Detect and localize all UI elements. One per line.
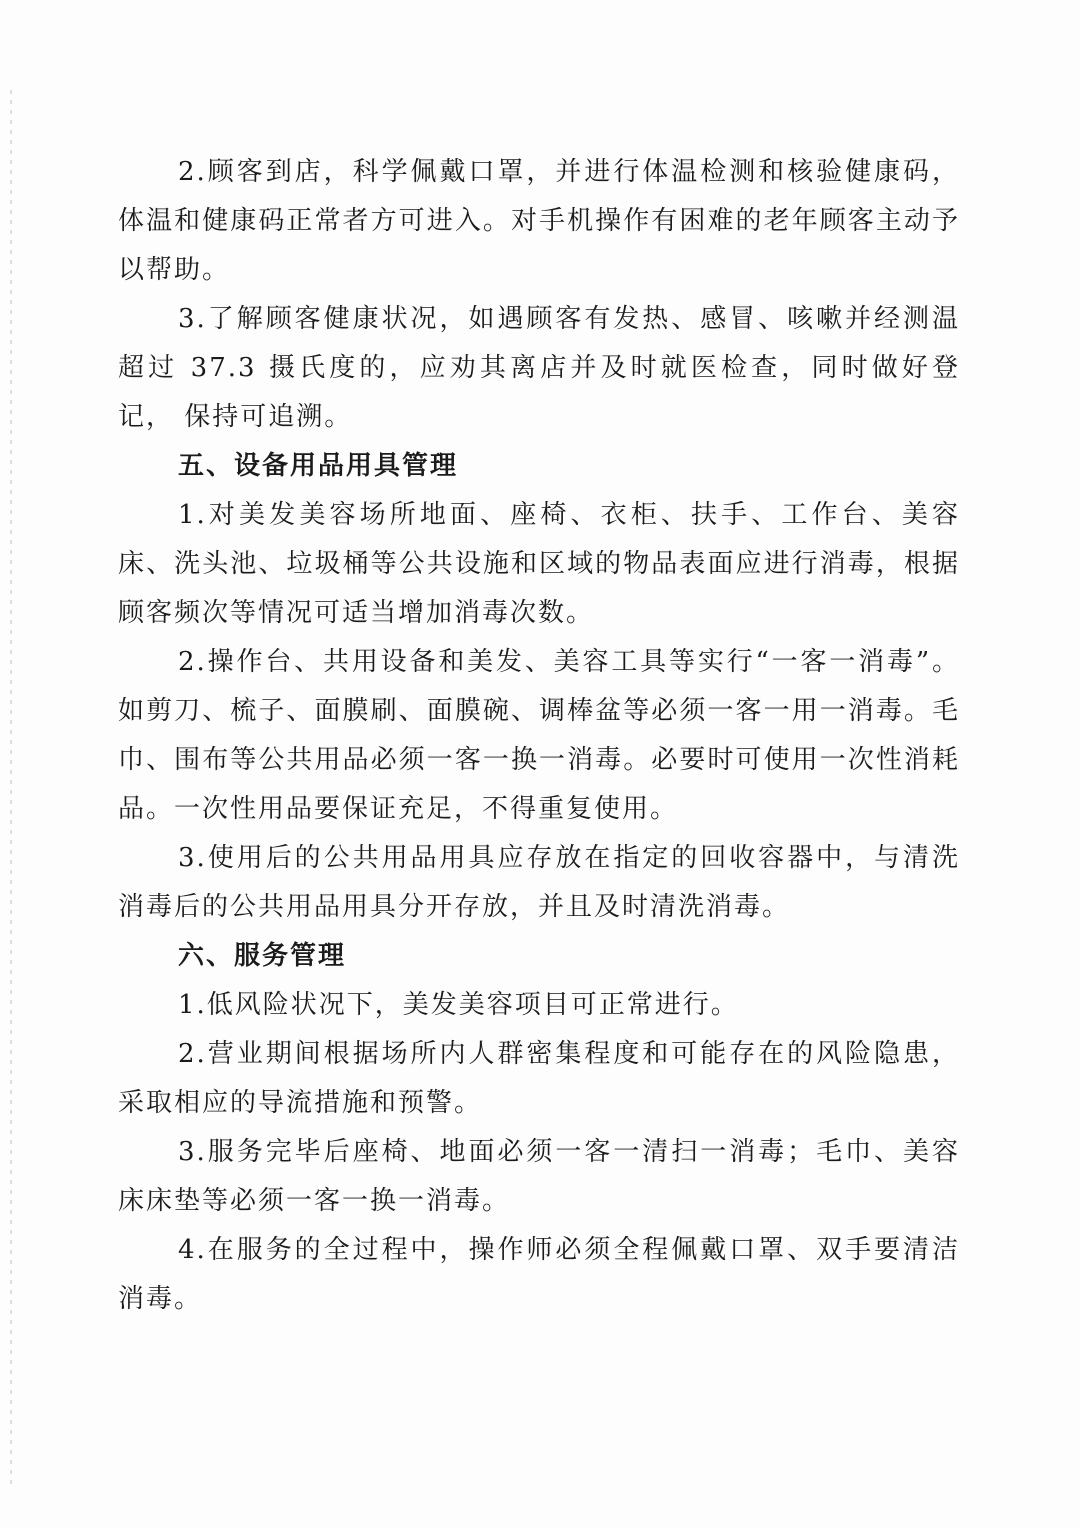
- paragraph-crowd-control: 2.营业期间根据场所内人群密集程度和可能存在的风险隐患，采取相应的导流措施和预警。: [118, 1039, 960, 1118]
- paragraph-surface-disinfection: 1.对美发美容场所地面、座椅、衣柜、扶手、工作台、美容床、洗头池、垃圾桶等公共设施和区域的物品表面应进行消毒，根据顾客频次等情况可适当增加消毒次数。: [118, 500, 960, 628]
- paragraph-low-risk: 1.低风险状况下，美发美容项目可正常进行。: [178, 990, 739, 1020]
- paragraph-after-service: 3.服务完毕后座椅、地面必须一客一清扫一消毒；毛巾、美容床床垫等必须一客一换一消毒。: [118, 1137, 960, 1216]
- paragraph-tool-disinfection: 2.操作台、共用设备和美发、美容工具等实行“一客一消毒”。如剪刀、梳子、面膜刷、面膜碗、调棒盆等必须一客一用一消毒。毛巾、围布等公共用品必须一客一换一消毒。必要时可使用一次性消耗品。一次性用品要保证充足，不得重复使用。: [118, 647, 960, 824]
- scan-edge-marks: [10, 90, 12, 1490]
- section-heading-service: 六、服务管理: [178, 941, 347, 971]
- paragraph-masks: 4.在服务的全过程中，操作师必须全程佩戴口罩、双手要清洁消毒。: [118, 1235, 960, 1314]
- section-heading-equipment: 五、设备用品用具管理: [178, 451, 459, 481]
- document-body: [118, 148, 960, 1324]
- paragraph-health-status: 3.了解顾客健康状况，如遇顾客有发热、感冒、咳嗽并经测温超过 37.3 摄氏度的，应劝其离店并及时就医检查，同时做好登记， 保持可追溯。: [118, 304, 960, 432]
- paragraph-customer-arrival: 2.顾客到店，科学佩戴口罩，并进行体温检测和核验健康码，体温和健康码正常者方可进入。对手机操作有困难的老年顾客主动予以帮助。: [118, 157, 960, 285]
- paragraph-storage: 3.使用后的公共用品用具应存放在指定的回收容器中，与清洗消毒后的公共用品用具分开存放，并且及时清洗消毒。: [118, 843, 960, 922]
